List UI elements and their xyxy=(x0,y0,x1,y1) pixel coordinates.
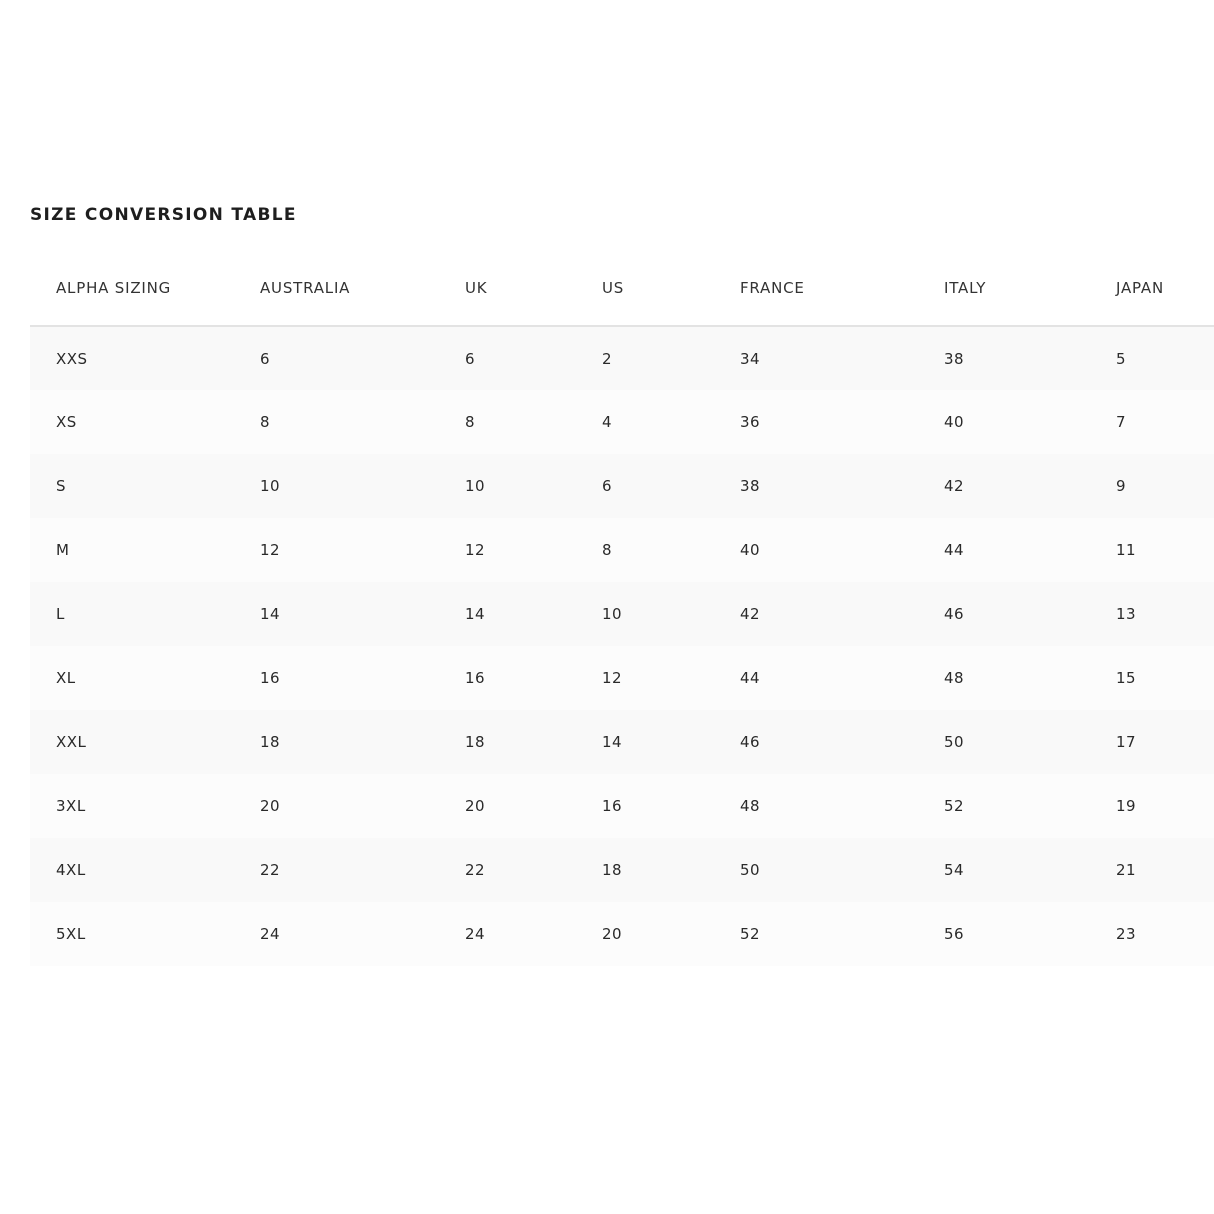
table-cell: 54 xyxy=(918,838,1090,902)
table-row xyxy=(30,710,1214,774)
table-row xyxy=(30,902,1214,966)
table-cell: XXL xyxy=(30,710,234,774)
table-cell: 24 xyxy=(234,902,439,966)
table-cell: 56 xyxy=(918,902,1090,966)
table-cell: 4XL xyxy=(30,838,234,902)
table-cell: 44 xyxy=(918,518,1090,582)
header-row xyxy=(30,250,1214,326)
table-cell: 42 xyxy=(714,582,918,646)
table-cell: L xyxy=(30,582,234,646)
table-row xyxy=(30,518,1214,582)
table-row xyxy=(30,390,1214,454)
column-header-france: FRANCE xyxy=(714,250,918,326)
table-cell: 3XL xyxy=(30,774,234,838)
table-cell: 14 xyxy=(439,582,576,646)
table-cell: 18 xyxy=(439,710,576,774)
column-header-japan: JAPAN xyxy=(1090,250,1214,326)
table-row xyxy=(30,454,1214,518)
table-cell: 22 xyxy=(439,838,576,902)
table-cell: 11 xyxy=(1090,518,1214,582)
table-cell: 34 xyxy=(714,326,918,390)
table-cell: 42 xyxy=(918,454,1090,518)
table-cell: 9 xyxy=(1090,454,1214,518)
table-cell: 5XL xyxy=(30,902,234,966)
table-cell: 13 xyxy=(1090,582,1214,646)
table-row xyxy=(30,582,1214,646)
table-cell: 10 xyxy=(234,454,439,518)
table-cell: 2 xyxy=(576,326,714,390)
table-cell: 6 xyxy=(234,326,439,390)
table-cell: 52 xyxy=(714,902,918,966)
table-cell: 8 xyxy=(576,518,714,582)
table-cell: 12 xyxy=(234,518,439,582)
table-body xyxy=(30,326,1214,966)
table-cell: 22 xyxy=(234,838,439,902)
table-cell: 5 xyxy=(1090,326,1214,390)
table-cell: 17 xyxy=(1090,710,1214,774)
table-cell: 46 xyxy=(714,710,918,774)
size-conversion-table xyxy=(30,250,1214,966)
table-cell: 50 xyxy=(918,710,1090,774)
table-cell: 48 xyxy=(918,646,1090,710)
table-cell: 21 xyxy=(1090,838,1214,902)
table-cell: 10 xyxy=(439,454,576,518)
table-header xyxy=(30,250,1214,326)
table-cell: 10 xyxy=(576,582,714,646)
table-cell: 40 xyxy=(714,518,918,582)
table-cell: 52 xyxy=(918,774,1090,838)
table-cell: M xyxy=(30,518,234,582)
table-cell: 38 xyxy=(918,326,1090,390)
table-cell: 20 xyxy=(576,902,714,966)
table-cell: 40 xyxy=(918,390,1090,454)
table-cell: 14 xyxy=(576,710,714,774)
column-header-alpha-sizing: ALPHA SIZING xyxy=(30,250,234,326)
table-row xyxy=(30,646,1214,710)
page-title: SIZE CONVERSION TABLE xyxy=(30,205,297,225)
table-cell: 12 xyxy=(439,518,576,582)
table-cell: S xyxy=(30,454,234,518)
table-cell: 24 xyxy=(439,902,576,966)
table-cell: 4 xyxy=(576,390,714,454)
table-cell: 23 xyxy=(1090,902,1214,966)
table-row xyxy=(30,774,1214,838)
column-header-italy: ITALY xyxy=(918,250,1090,326)
table-cell: 12 xyxy=(576,646,714,710)
table-cell: 16 xyxy=(439,646,576,710)
table-cell: 18 xyxy=(234,710,439,774)
table-cell: 48 xyxy=(714,774,918,838)
table-row xyxy=(30,838,1214,902)
table-cell: 16 xyxy=(234,646,439,710)
column-header-australia: AUSTRALIA xyxy=(234,250,439,326)
table-cell: 8 xyxy=(234,390,439,454)
table-cell: 36 xyxy=(714,390,918,454)
table-row xyxy=(30,326,1214,390)
table-cell: 20 xyxy=(439,774,576,838)
table-cell: 7 xyxy=(1090,390,1214,454)
table-cell: 18 xyxy=(576,838,714,902)
table-cell: 20 xyxy=(234,774,439,838)
table-cell: 14 xyxy=(234,582,439,646)
table-cell: 16 xyxy=(576,774,714,838)
table-cell: 8 xyxy=(439,390,576,454)
table-cell: 50 xyxy=(714,838,918,902)
table-cell: XS xyxy=(30,390,234,454)
column-header-us: US xyxy=(576,250,714,326)
table-cell: 46 xyxy=(918,582,1090,646)
table-cell: 6 xyxy=(439,326,576,390)
table-cell: XL xyxy=(30,646,234,710)
column-header-uk: UK xyxy=(439,250,576,326)
table-cell: 19 xyxy=(1090,774,1214,838)
table-cell: 44 xyxy=(714,646,918,710)
table-cell: XXS xyxy=(30,326,234,390)
table-cell: 38 xyxy=(714,454,918,518)
table-cell: 15 xyxy=(1090,646,1214,710)
table-cell: 6 xyxy=(576,454,714,518)
